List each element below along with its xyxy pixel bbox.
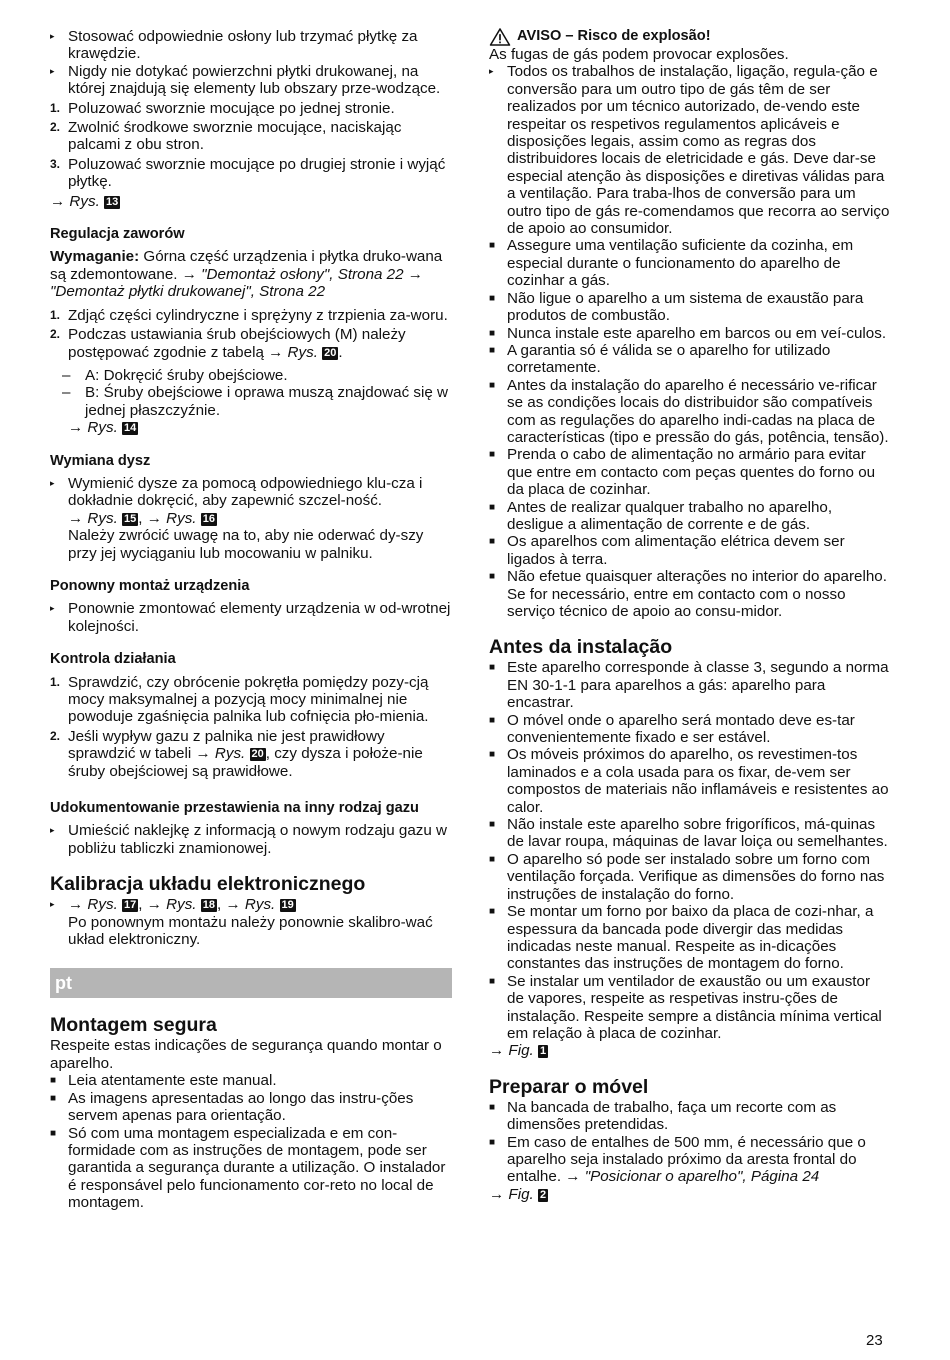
figure-number-badge: 13 [106,195,119,208]
triangle-bullet-icon: ▸ [50,477,55,488]
list-item: ■ Não efetue quaisquer alterações no interior do aparelho. Se for necessário, entre em contacto com o nosso serviço técnico de apoio ao consu-midor. [489,568,887,620]
square-bullet-icon: ■ [489,1136,496,1148]
list-item: ■ Não instale este aparelho sobre frigoríficos, má-quinas de lavar roupa, máquinas de lavar loiça ou semelhantes. [489,816,888,851]
sub-list-item: – B: Śruby obejściowe i oprawa muszą znajdować się w jednej płaszczyźnie. [62,384,448,419]
list-item: ▸ Ponownie zmontować elementy urządzenia w od-wrotnej kolejności. [50,600,451,635]
list-item: ■ Este aparelho corresponde à classe 3, segundo a norma EN 30-1-1 para aparelhos a gás: aparelho para encastrar. [489,659,889,712]
sub-list-item: – A: Dokręcić śruby obejściowe. [62,366,288,384]
section-heading: Montagem segura [50,1014,217,1037]
figure-number-badge: 20 [324,346,337,359]
figure-reference: → Fig. 1 [489,1042,547,1060]
triangle-bullet-icon: ▸ [489,66,494,77]
figure-number-badge: 14 [124,422,137,435]
list-item: ▸ Umieścić naklejkę z informacją o nowym rodzaju gazu w pobliżu tabliczki znamionowej. [50,822,447,857]
cross-reference-link[interactable]: "Demontaż osłony", Strona 22 → "Demontaż płytki drukowanej", Strona 22 [50,265,423,301]
section-heading: Udokumentowanie przestawienia na inny rodzaj gazu [50,800,419,817]
requirement-paragraph: Wymaganie: Górna część urządzenia i płytka druko-wana są zdemontowane. → "Demontaż osłony", Strona 22 → "Demontaż płytki drukowanej", Strona 22 [50,248,443,301]
list-item: ■ Não ligue o aparelho a um sistema de exaustão para produtos de combustão. [489,289,864,325]
list-item: ■ O móvel onde o aparelho será montado deve es-tar convenientemente fixado e ser estável. [489,711,855,747]
square-bullet-icon: ■ [489,449,496,461]
section-heading: Regulacja zaworów [50,226,185,243]
square-bullet-icon: ■ [489,853,496,865]
section-heading: Preparar o móvel [489,1075,649,1098]
square-bullet-icon: ■ [489,1101,496,1113]
figure-reference: → Fig. 2 [489,1185,547,1203]
numbered-step: 1. Poluzować sworznie mocujące po jednej stronie. [50,99,395,117]
warning-subtitle: As fugas de gás podem provocar explosões. [489,46,789,63]
language-section-bar: pt [50,968,452,998]
square-bullet-icon: ■ [489,819,496,831]
list-item: ■ Os móveis próximos do aparelho, os revestimen-tos laminados e a cola usada para os fixar, de-vem ser compostos de materiais não inflamáveis e resistentes ao calor. [489,746,889,816]
figure-reference: → Rys. 14 [68,419,137,437]
square-bullet-icon: ■ [50,1092,57,1104]
triangle-bullet-icon: ▸ [50,825,55,836]
triangle-bullet-icon: ▸ [50,603,55,614]
triangle-bullet-icon: ▸ [50,65,55,76]
section-heading: Ponowny montaż urządzenia [50,577,250,594]
left-column [50,28,452,1212]
warning-heading: AVISO – Risco de explosão! [489,28,891,46]
figure-reference: → Rys. 15 , → Rys. 16 [68,509,216,527]
list-item: ■ Em caso de entalhes de 500 mm, é necessário que o aparelho seja instalado próximo da aresta frontal do entalhe. → "Posicionar o aparelho", Página 24 [489,1133,866,1186]
figure-number-badge: 1 [539,1045,547,1058]
numbered-step: 2. Zwolnić środkowe sworznie mocujące, naciskając palcami z obu stron. [50,119,402,154]
list-item: ■ Só com uma montagem especializada e em con-formidade com as instruções de montagem, pode ser garantida a segurança durante a utilização. O instalador é responsável pelo funcionamento cor-reto no local de montagem. [50,1124,446,1212]
figure-number-badge: 19 [281,899,294,912]
figure-reference: → Rys. 13 [50,192,119,210]
figure-number-badge: 2 [539,1188,547,1201]
list-item: ■ Os aparelhos com alimentação elétrica devem ser ligados à terra. [489,533,845,568]
square-bullet-icon: ■ [50,1127,57,1139]
square-bullet-icon: ■ [489,379,496,391]
square-bullet-icon: ■ [489,975,496,987]
square-bullet-icon: ■ [489,714,496,726]
list-item: ■ Prenda o cabo de alimentação no armário para evitar que entre em contacto com peças quentes do forno ou da placa de cozinhar. [489,446,876,499]
note-text: Należy zwrócić uwagę na to, aby nie oderwać dy-szy przy jej wyciąganiu lub mocowaniu w palniku. [68,527,424,562]
numbered-step: 2. Jeśli wypływ gazu z palnika nie jest prawidłowy sprawdzić w tabeli → Rys. 20 , czy dysza i położe-nie śruby obejściowej są prawidłowe. [50,727,423,780]
list-item: ■ Leia atentamente este manual. [50,1072,277,1090]
section-heading: Kalibracja układu elektronicznego [50,873,366,896]
figure-number-badge: 15 [124,512,137,525]
square-bullet-icon: ■ [489,906,496,918]
triangle-bullet-icon: ▸ [50,899,55,910]
figure-number-badge: 16 [202,512,216,525]
list-item: ■ Antes de realizar qualquer trabalho no aparelho, desligue a alimentação de corrente e de gás. [489,498,833,533]
list-item: ■ Antes da instalação do aparelho é necessário ve-rificar se as condições locais do distribuidor são compatíveis com as regulações do aparelho indi-cadas na placa de características (tipo e pressão do gás, potência, tensão). [489,376,889,446]
warning-triangle-icon [489,28,511,46]
figure-number-badge: 17 [124,899,137,912]
square-bullet-icon: ■ [489,536,496,548]
square-bullet-icon: ■ [489,292,496,304]
square-bullet-icon: ■ [489,240,496,252]
square-bullet-icon: ■ [489,327,496,339]
list-item: ■ Nunca instale este aparelho em barcos ou em veí-culos. [489,324,887,342]
square-bullet-icon: ■ [50,1075,57,1087]
cross-reference-link[interactable]: "Posicionar o aparelho", Página 24 [584,1168,820,1186]
list-item: ■ A garantia só é válida se o aparelho for utilizado corretamente. [489,341,831,377]
figure-number-badge: 20 [251,748,264,761]
numbered-step: 2. Podczas ustawiania śrub obejściowych (M) należy postępować zgodnie z tabelą → Rys. 20 . [50,326,406,361]
section-heading: Wymiana dysz [50,452,151,469]
right-column [489,28,891,1203]
numbered-step: 1. Zdjąć części cylindryczne i sprężyny z trzpienia za-woru. [50,306,448,324]
list-item: ■ Na bancada de trabalho, faça um recorte com as dimensões pretendidas. [489,1098,837,1134]
square-bullet-icon: ■ [489,501,496,513]
list-item: ■ O aparelho só pode ser instalado sobre um forno com ventilação forçada. Verifique as dimensões do forno nas instruções de instalação do forno. [489,850,885,903]
triangle-bullet-icon: ▸ [50,31,55,41]
page-number: 23 [866,1332,883,1349]
square-bullet-icon: ■ [489,571,496,583]
figure-number-badge: 18 [202,899,216,912]
list-item: ■ Assegure uma ventilação suficiente da cozinha, em especial durante o funcionamento do aparelho de cozinhar a gás. [489,237,854,290]
intro-text: Respeite estas indicações de segurança quando montar o aparelho. [50,1037,442,1072]
section-heading: Antes da instalação [489,636,673,659]
list-item: ▸ → Rys. 17 , → Rys. 18 , → Rys. 19 [50,896,294,914]
list-item: ■ Se instalar um ventilador de exaustão ou um exaustor de vapores, respeite as respetivas instru-ções de instalação. Respeite sempre a distância mínima vertical em relação à placa de cozinhar. [489,972,882,1042]
list-item: ▸ Wymienić dysze za pomocą odpowiedniego klu-cza i dokładnie dokręcić, aby zapewnić szczel-ność. [50,474,423,510]
note-text: Po ponownym montażu należy ponownie skalibro-wać układ elektroniczny. [68,913,433,949]
list-item: ■ Se montar um forno por baixo da placa de cozi-nhar, a espessura da bancada pode divergir das medidas indicadas neste manual. Respeite as in-dicações constantes das instruções de montagem do forno. [489,903,874,973]
square-bullet-icon: ■ [489,344,496,356]
square-bullet-icon: ■ [489,749,496,761]
list-item: ▸ Nigdy nie dotykać powierzchni płytki drukowanej, na której znajdują się elementy lub obszary prze-wodzące. [50,62,441,98]
list-item: ▸ Todos os trabalhos de instalação, ligação, regula-ção e conversão para um outro tipo de gás têm de ser realizados por um técnico autorizado, de-vendo este respeitar os respetivos regulamentos aplicáveis e disposições legais, assim como as regras dos distribuidores locais de eletricidade e gás. Deve dar-se especial atenção às disposições e diretivas válidas para a ventilação. Para traba-lhos de conversão para um outro tipo de gás re-comendamos que recorra ao serviço de apoio ao consumidor. [489,63,890,238]
section-heading: Kontrola działania [50,651,176,668]
numbered-step: 3. Poluzować sworznie mocujące po drugiej stronie i wyjąć płytkę. [50,155,446,191]
list-item: ■ As imagens apresentadas ao longo das instru-ções servem apenas para orientação. [50,1089,414,1125]
square-bullet-icon: ■ [489,662,496,674]
numbered-step: 1. Sprawdzić, czy obrócenie pokrętła pomiędzy pozy-cją mocy maksymalnej a pozycją mocy minimalnej nie powoduje zgaśnięcia palnika lub cofnięcia pło-mienia. [50,673,429,726]
list-item: ▸ Stosować odpowiednie osłony lub trzymać płytkę za krawędzie. [50,28,418,63]
